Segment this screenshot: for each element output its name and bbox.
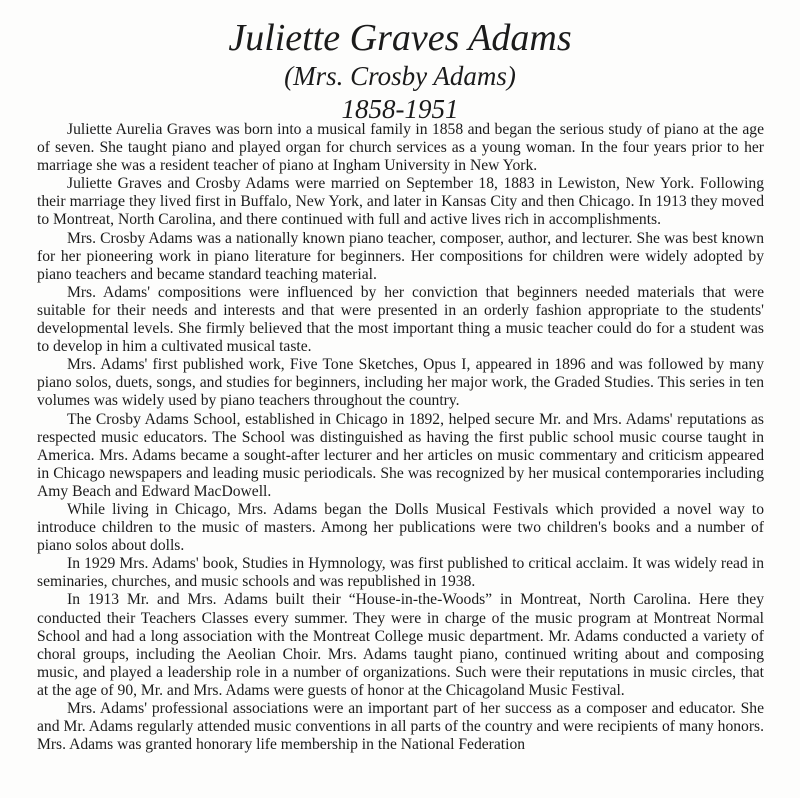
paragraph-5: Mrs. Adams' first published work, Five Tone Sketches, Opus I, appeared in 1896 and was followed by many piano solos, duets, songs, and studies for beginners, including her major work, the Graded Studies. This series in ten volumes was widely used by piano teachers throughout the country. (37, 356, 764, 410)
paragraph-9: In 1913 Mr. and Mrs. Adams built their “House-in-the-Woods” in Montreat, North Carolina. Here they conducted their Teachers Classes every summer. They were in charge of the music program at Montreat Normal School and had a long association with the Montreat College music department. Mr. Adams conducted a variety of choral groups, including the Aeolian Choir. Mrs. Adams taught piano, continued writing about and composing music, and played a leadership role in a number of organizations. Such were their reputations in music circles, that at the age of 90, Mr. and Mrs. Adams were guests of honor at the Chicagoland Music Festival. (37, 591, 764, 699)
document-years: 1858-1951 (341, 94, 459, 124)
paragraph-8: In 1929 Mrs. Adams' book, Studies in Hymnology, was first published to critical acclaim. It was widely read in seminaries, churches, and music schools and was republished in 1938. (37, 555, 764, 591)
document-title: Juliette Graves Adams (228, 17, 572, 59)
paragraph-10: Mrs. Adams' professional associations were an important part of her success as a composer and educator. She and Mr. Adams regularly attended music conventions in all parts of the country and were recipients of many honors. Mrs. Adams was granted honorary life membership in the National Federation (37, 700, 764, 754)
paragraph-7: While living in Chicago, Mrs. Adams began the Dolls Musical Festivals which provided a novel way to introduce children to the music of masters. Among her publications were two children's books and a number of piano solos about dolls. (37, 500, 764, 555)
paragraph-6: The Crosby Adams School, established in Chicago in 1892, helped secure Mr. and Mrs. Adams' reputations as respected music educators. The School was distinguished as having the first public school music course taught in America. Mrs. Adams became a sought-after lecturer and her articles on music commentary and criticism appeared in Chicago newspapers and leading music periodicals. She was recognized by her musical contemporaries including Amy Beach and Edward MacDowell. (37, 410, 764, 500)
document-subtitle: (Mrs. Crosby Adams) (284, 61, 516, 91)
paragraph-3: Mrs. Crosby Adams was a nationally known piano teacher, composer, author, and lecturer. She was best known for her pioneering work in piano literature for beginners. Her compositions for children were widely adopted by piano teachers and became standard teaching material. (37, 229, 764, 283)
document-header (0, 19, 800, 123)
paragraph-4: Mrs. Adams' compositions were influenced by her conviction that beginners needed materials that were suitable for their needs and interests and that were presented in an orderly fashion appropriate to the students' developmental levels. She firmly believed that the most important thing a music teacher could do for a student was to develop in him a cultivated musical taste. (37, 283, 764, 356)
document-body (37, 121, 764, 754)
paragraph-2: Juliette Graves and Crosby Adams were married on September 18, 1883 in Lewiston, New York. Following their marriage they lived first in Buffalo, New York, and later in Kansas City and then Chicago. In 1913 they moved to Montreat, North Carolina, and there continued with full and active lives rich in accomplishments. (37, 175, 764, 229)
paragraph-1: Juliette Aurelia Graves was born into a musical family in 1858 and began the serious study of piano at the age of seven. She taught piano and played organ for church services as a young woman. In the four years prior to her marriage she was a resident teacher of piano at Ingham University in New York. (37, 121, 764, 175)
